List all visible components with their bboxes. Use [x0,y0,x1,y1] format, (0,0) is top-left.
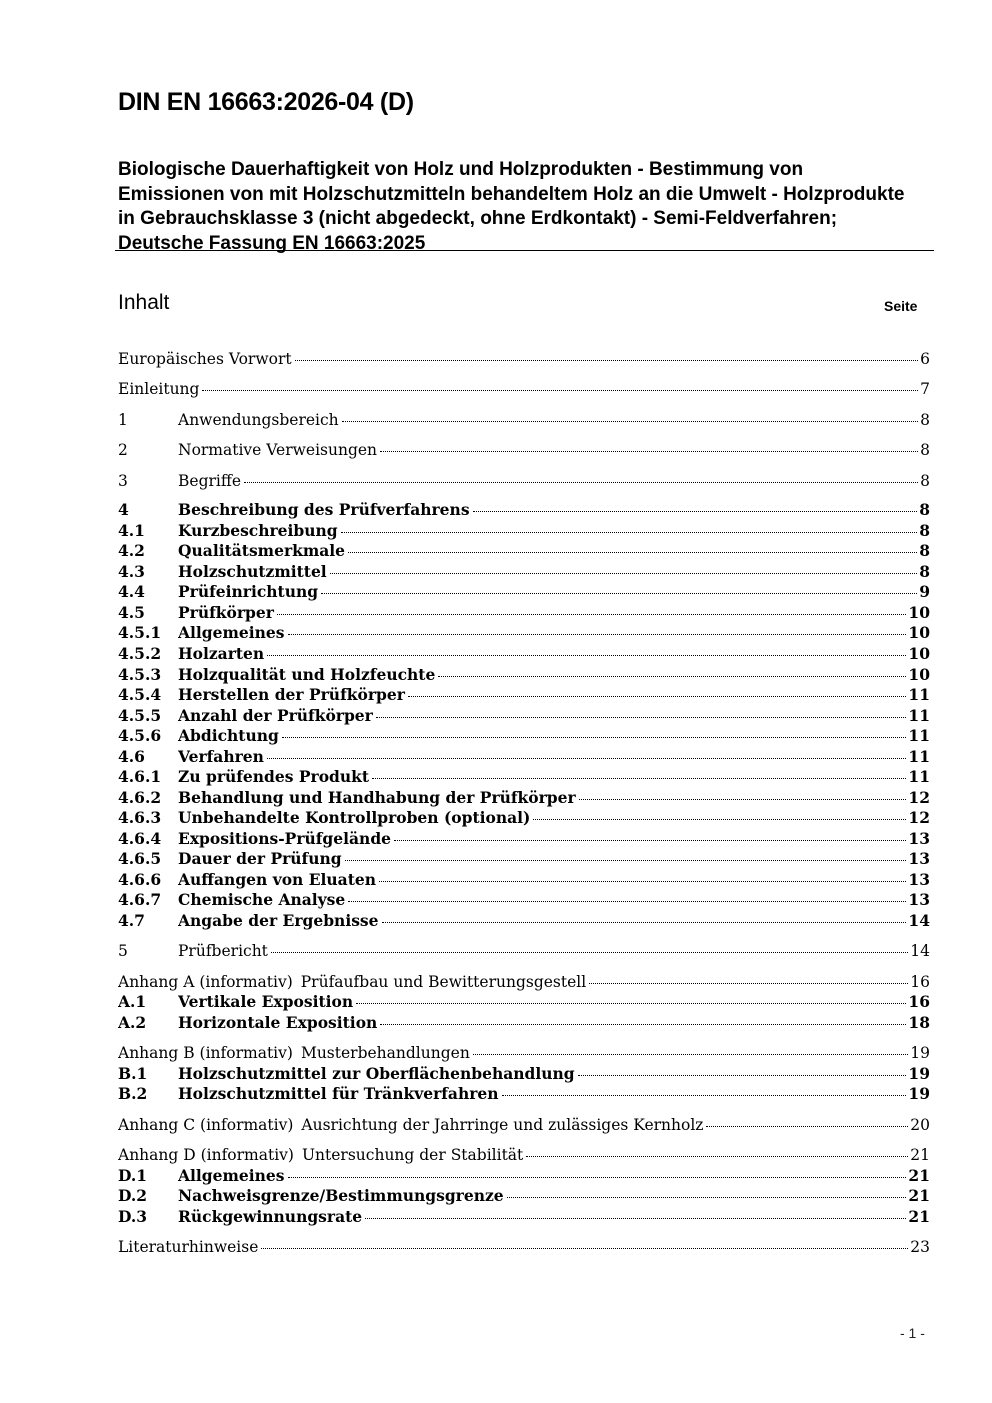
toc-entry-number: 4.6 [118,747,145,766]
toc-entry-title [178,410,341,430]
toc-entry-title [178,685,407,705]
toc-entry-number: 4.4 [118,582,145,601]
toc-entry-title [178,890,347,910]
toc-entry-label: Allgemeines [178,623,285,642]
toc-dot-leader [267,655,906,656]
toc-entry-label: Begriffe [178,472,242,490]
toc-entry[interactable] [118,911,930,931]
toc-entry[interactable] [118,767,930,787]
toc-entry-label: Anhang C (informativ) [118,1116,294,1134]
document-title: Biologische Dauerhaftigkeit von Holz und Holzprodukten - Bestimmung von Emissionen von mit Holzschutzmitteln behandeltem Holz an die Umwelt - Holzprodukte in Gebrauchsklasse 3 (nicht abgedeckt, ohne Erdkontakt) - Semi-Feldverfahren; Deutsche Fassung EN 16663:2025 [118,159,905,254]
toc-entry-title [178,941,270,961]
toc-entry-title [178,808,532,828]
toc-entry-label: Literaturhinweise [118,1238,259,1256]
toc-entry[interactable] [118,1043,930,1063]
toc-entry-label: Einleitung [118,380,200,398]
toc-entry-number: 4.6.4 [118,829,162,848]
toc-entry-title [178,521,340,541]
toc-entry-page: 19 [908,1064,930,1083]
toc-dot-leader [345,860,907,861]
toc-entry-page: 14 [910,942,930,960]
toc-entry-title [178,541,347,561]
toc-entry[interactable] [118,1207,930,1227]
toc-dot-leader [261,1248,908,1249]
toc-entry-page: 13 [908,890,930,909]
toc-dot-leader [589,983,908,984]
toc-dot-leader [394,840,906,841]
toc-entry-number: 4.6.7 [118,890,162,909]
toc-entry[interactable] [118,500,930,520]
toc-entry[interactable] [118,410,930,430]
toc-dot-leader [706,1126,908,1127]
toc-entry-page: 16 [908,992,930,1011]
footer-page-number: - 1 - [900,1325,925,1341]
toc-entry-label: Prüfeinrichtung [178,582,319,601]
toc-entry-title [118,1115,705,1135]
toc-entry-number: D.2 [118,1186,148,1205]
toc-dot-leader [473,511,918,512]
toc-entry[interactable] [118,1166,930,1186]
toc-entry-title [178,500,472,520]
toc-entry[interactable] [118,623,930,643]
toc-entry-number: 4.6.5 [118,849,162,868]
toc-entry[interactable] [118,849,930,869]
toc-entry-page: 8 [920,472,930,490]
toc-entry-title [178,1084,501,1104]
toc-entry-number: D.1 [118,1166,148,1185]
toc-dot-leader [282,737,907,738]
toc-entry-annex-title: Prüfaufbau und Bewitterungsgestell [300,973,587,991]
toc-entry[interactable] [118,747,930,767]
toc-entry-title [178,829,393,849]
toc-dot-leader [348,552,917,553]
toc-dot-leader [578,1075,907,1076]
toc-entry-number: 4.5.6 [118,726,162,745]
toc-entry-annex-title: Musterbehandlungen [300,1044,470,1062]
toc-entry-number: 4.5 [118,603,145,622]
toc-entry-page: 11 [908,747,930,766]
toc-entry-label: Rückgewinnungsrate [178,1207,363,1226]
toc-dot-leader [277,614,907,615]
toc-entry-page: 13 [908,829,930,848]
toc-entry-page: 21 [910,1146,930,1164]
toc-entry-label: Nachweisgrenze/Bestimmungsgrenze [178,1186,504,1205]
toc-entry-title [178,562,329,582]
toc-entry[interactable] [118,1115,930,1135]
toc-entry-number: D.3 [118,1207,148,1226]
toc-entry-number: 4.5.2 [118,644,162,663]
toc-entry-page: 11 [908,767,930,786]
toc-entry-number: 4.2 [118,541,145,560]
toc-dot-leader [271,952,908,953]
toc-dot-leader [365,1218,906,1219]
toc-entry-label: Prüfkörper [178,603,274,622]
toc-entry-label: Normative Verweisungen [178,441,378,459]
toc-entry-page: 8 [920,441,930,459]
toc-entry-title [178,788,578,808]
toc-entry-label: Angabe der Ergebnisse [178,911,379,930]
toc-entry[interactable] [118,808,930,828]
toc-entry-number: 4.3 [118,562,145,581]
toc-dot-leader [579,799,907,800]
toc-entry-title [178,849,344,869]
toc-dot-leader [372,778,906,779]
toc-entry[interactable] [118,992,930,1012]
toc-entry[interactable] [118,1084,930,1104]
toc-entry[interactable] [118,788,930,808]
toc-entry-title [178,1207,364,1227]
toc-entry[interactable] [118,582,930,602]
toc-entry[interactable] [118,972,930,992]
toc-entry-label: Horizontale Exposition [178,1013,378,1032]
toc-entry-label: Prüfbericht [178,942,268,960]
toc-entry-title [178,1064,577,1084]
toc-entry-page: 20 [910,1116,930,1134]
toc-entry-title [178,582,320,602]
toc-entry-page: 13 [908,849,930,868]
toc-dot-leader [288,634,907,635]
toc-entry-page: 8 [919,562,930,581]
toc-entry[interactable] [118,471,930,491]
toc-entry-number: 4.5.4 [118,685,162,704]
toc-entry[interactable] [118,890,930,910]
toc-entry-label: Anwendungsbereich [178,411,339,429]
toc-dot-leader [341,532,918,533]
toc-entry-label: Herstellen der Prüfkörper [178,685,405,704]
toc-entry-label: Holzschutzmittel für Tränkverfahren [178,1084,499,1103]
toc-entry[interactable] [118,562,930,582]
toc-entry-label: Qualitätsmerkmale [178,541,346,560]
toc-entry-page: 8 [919,500,930,519]
toc-entry-number: 5 [118,942,128,960]
toc-entry-page: 10 [908,603,930,622]
toc-entry-page: 10 [908,665,930,684]
toc-entry-label: Dauer der Prüfung [178,849,342,868]
toc-entry-page: 21 [908,1186,930,1205]
toc-entry-page: 19 [910,1044,930,1062]
toc-entry-title [118,349,294,369]
toc-entry-page: 10 [908,644,930,663]
toc-dot-leader [382,922,907,923]
toc-entry-page: 19 [908,1084,930,1103]
toc-entry[interactable] [118,1145,930,1165]
toc-entry-page: 11 [908,726,930,745]
toc-entry-label: Anhang A (informativ) [118,973,293,991]
toc-entry-title [178,870,378,890]
toc-dot-leader [288,1177,907,1178]
toc-entry-label: Anzahl der Prüfkörper [178,706,373,725]
toc-entry-page: 11 [908,706,930,725]
toc-entry-number: 4.6.6 [118,870,162,889]
toc-dot-leader [408,696,907,697]
toc-entry-number: 1 [118,411,128,429]
toc-entry-number: 4.6.1 [118,767,162,786]
toc-dot-leader [321,593,917,594]
toc-entry-page: 18 [908,1013,930,1032]
toc-dot-leader [379,881,906,882]
toc-entry-page: 12 [908,788,930,807]
toc-entry[interactable] [118,1186,930,1206]
toc-entry-label: Behandlung und Handhabung der Prüfkörper [178,788,576,807]
toc-entry-page: 8 [919,521,930,540]
toc-entry[interactable] [118,829,930,849]
toc-entry-number: B.2 [118,1084,148,1103]
toc-entry-label: Unbehandelte Kontrollproben (optional) [178,808,531,827]
toc-entry-title [118,1237,260,1257]
toc-entry-title [178,644,266,664]
toc-entry-title [118,379,201,399]
toc-entry-title [178,726,281,746]
toc-dot-leader [533,819,906,820]
toc-dot-leader [502,1095,907,1096]
toc-dot-leader [330,573,918,574]
toc-entry-page: 6 [920,350,930,368]
toc-entry-number: 3 [118,472,128,490]
toc-entry-label: Anhang D (informativ) [118,1146,294,1164]
toc-entry[interactable] [118,1013,930,1033]
toc-entry-page: 9 [919,582,930,601]
toc-entry-number: 4.1 [118,521,145,540]
toc-entry[interactable] [118,1064,930,1084]
toc-entry-number: B.1 [118,1064,148,1083]
toc-entry-page: 21 [908,1166,930,1185]
toc-entry[interactable] [118,521,930,541]
toc-entry-label: Verfahren [178,747,264,766]
toc-dot-leader [376,717,907,718]
toc-entry-label: Chemische Analyse [178,890,346,909]
toc-entry[interactable] [118,706,930,726]
toc-dot-leader [380,451,918,452]
toc-dot-leader [356,1003,906,1004]
toc-dot-leader [473,1054,908,1055]
toc-entry-title [178,1166,287,1186]
toc-entry[interactable] [118,870,930,890]
toc-entry-title [178,706,375,726]
toc-entry-number: A.1 [118,992,147,1011]
toc-entry-label: Vertikale Exposition [178,992,354,1011]
toc-entry-label: Holzarten [178,644,265,663]
toc-entry-page: 13 [908,870,930,889]
toc-entry-number: 4.7 [118,911,145,930]
toc-entry[interactable] [118,603,930,623]
toc-entry[interactable] [118,665,930,685]
toc-dot-leader [342,421,918,422]
document-id: DIN EN 16663:2026-04 (D) [118,88,414,116]
toc-entry-title [178,440,379,460]
toc-dot-leader [348,901,906,902]
toc-entry-page: 11 [908,685,930,704]
toc-entry-label: Abdichtung [178,726,279,745]
toc-entry-title [178,747,266,767]
toc-entry-page: 14 [908,911,930,930]
toc-heading: Inhalt [118,291,170,314]
toc-entry-number: 4.6.3 [118,808,162,827]
toc-entry-label: Europäisches Vorwort [118,350,292,368]
toc-entry[interactable] [118,644,930,664]
toc-entry[interactable] [118,440,930,460]
toc-entry-label: Holzqualität und Holzfeuchte [178,665,436,684]
toc-entry-title [178,911,381,931]
toc-entry-label: Auffangen von Eluaten [178,870,377,889]
toc-entry-page: 8 [920,411,930,429]
toc-entry-number: 4.5.1 [118,623,162,642]
toc-entry-label: Beschreibung des Prüfverfahrens [178,500,470,519]
toc-dot-leader [244,482,918,483]
toc-entry-number: 4.6.2 [118,788,162,807]
toc-entry-title [118,1043,472,1063]
toc-entry-title [178,623,287,643]
toc-entry-title [178,992,355,1012]
toc-entry-title [118,972,588,992]
toc-entry-number: 4 [118,500,129,519]
toc-entry[interactable] [118,1237,930,1257]
toc-entry-page: 12 [908,808,930,827]
toc-entry-title [118,1145,525,1165]
toc-entry-number: 2 [118,441,128,459]
toc-entry[interactable] [118,541,930,561]
toc-entry-page: 7 [920,380,930,398]
toc-entry-title [178,665,437,685]
toc-dot-leader [267,758,907,759]
toc-dot-leader [295,360,919,361]
toc-dot-leader [202,390,918,391]
toc-entry-page: 16 [910,973,930,991]
toc-entry-label: Holzschutzmittel [178,562,327,581]
toc-entry-page: 8 [919,541,930,560]
toc-entry-number: A.2 [118,1013,147,1032]
toc-entry-title [178,603,276,623]
toc-entry[interactable] [118,379,930,399]
toc-dot-leader [438,676,906,677]
toc-entry-label: Expositions-Prüfgelände [178,829,392,848]
toc-entry-label: Allgemeines [178,1166,285,1185]
toc-entry-annex-title: Ausrichtung der Jahrringe und zulässiges Kernholz [301,1116,704,1134]
toc-dot-leader [526,1156,908,1157]
toc-entry-number: 4.5.3 [118,665,162,684]
toc-entry-label: Anhang B (informativ) [118,1044,293,1062]
toc-entry-page: 21 [908,1207,930,1226]
toc-entry-title [178,471,243,491]
toc-entry-number: 4.5.5 [118,706,162,725]
toc-entry-page: 23 [910,1238,930,1256]
toc-entry[interactable] [118,685,930,705]
toc-page-column-label: Seite [884,298,918,314]
toc-entry-label: Zu prüfendes Produkt [178,767,370,786]
toc-entry-page: 10 [908,623,930,642]
toc-dot-leader [507,1197,907,1198]
toc-entry-annex-title: Untersuchung der Stabilität [301,1146,524,1164]
toc-entry[interactable] [118,349,930,369]
toc-entry-label: Kurzbeschreibung [178,521,338,540]
toc-entry-title [178,767,371,787]
toc-entry-label: Holzschutzmittel zur Oberflächenbehandlung [178,1064,575,1083]
toc-dot-leader [380,1024,906,1025]
toc-entry[interactable] [118,941,930,961]
toc-entry-title [178,1013,379,1033]
toc-entry-title [178,1186,506,1206]
toc-entry[interactable] [118,726,930,746]
